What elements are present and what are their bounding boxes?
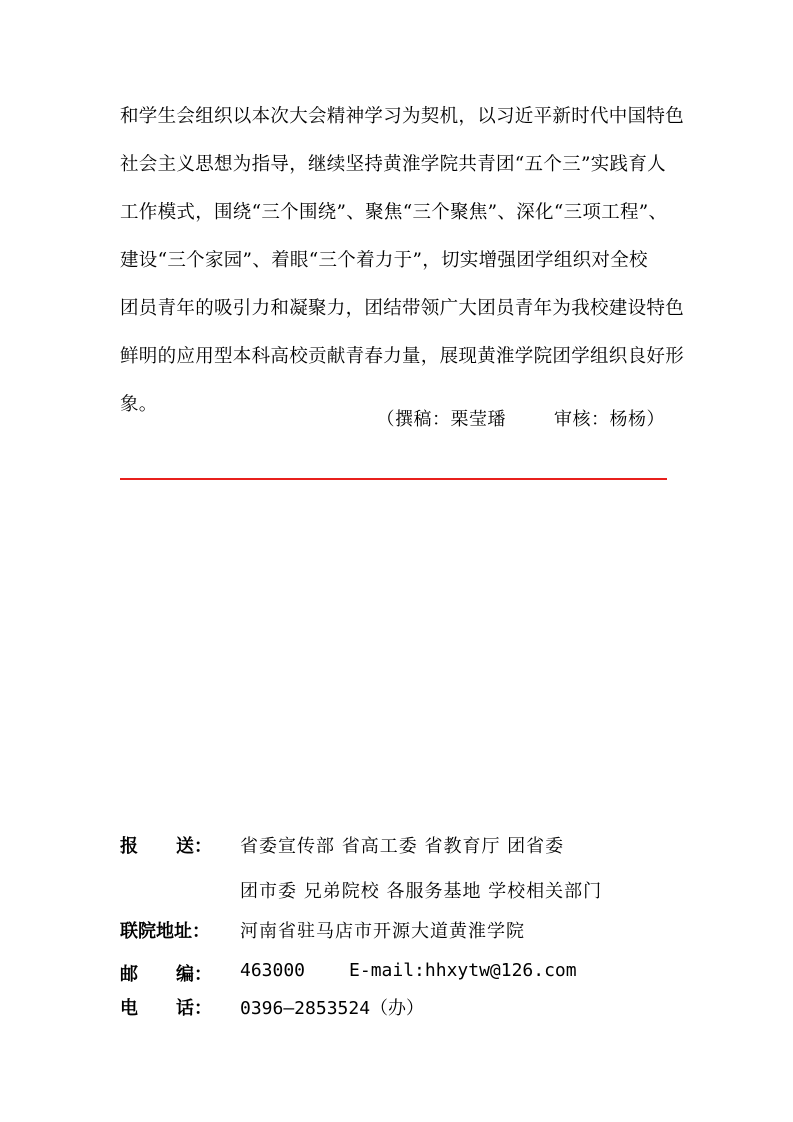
author-credit (377, 405, 666, 431)
paragraph-line: 工作模式，围绕“三个围绕”、聚焦“三个聚焦”、深化“三项工程”、 (120, 202, 668, 223)
phone-value: 0396—2853524（办） (240, 998, 425, 1019)
paragraph-line: 象。 (120, 394, 158, 415)
postcode-label: 邮 编： (120, 964, 212, 985)
postcode-contact (240, 960, 577, 981)
send-to-line2: 团市委 兄弟院校 各服务基地 学校相关部门 (240, 881, 603, 902)
paragraph-line: 社会主义思想为指导，继续坚持黄淮学院共青团“五个三”实践育人 (120, 154, 666, 175)
send-to-line1: 省委宣传部 省高工委 省教育厅 团省委 (240, 836, 565, 857)
phone-label: 电 话： (120, 998, 212, 1019)
writer-credit: （撰稿：栗莹璠 (376, 409, 506, 430)
reviewer-credit: 审核：杨杨） (554, 409, 665, 430)
red-divider (120, 478, 667, 480)
email-value: E-mail:hhxytw@126.com (349, 960, 577, 981)
paragraph-line: 和学生会组织以本次大会精神学习为契机，以习近平新时代中国特色 (120, 106, 685, 127)
address-value: 河南省驻马店市开源大道黄淮学院 (240, 921, 525, 942)
address-label: 联院地址： (120, 921, 210, 942)
send-to-label: 报 送： (120, 836, 212, 857)
paragraph-line: 团员青年的吸引力和凝聚力，团结带领广大团员青年为我校建设特色 (120, 298, 685, 319)
paragraph-line: 鲜明的应用型本科高校贡献青春力量，展现黄淮学院团学组织良好形 (120, 346, 685, 367)
paragraph-line: 建设“三个家园”、着眼“三个着力于”，切实增强团学组织对全校 (120, 250, 648, 271)
postcode-value: 463000 (240, 960, 306, 981)
